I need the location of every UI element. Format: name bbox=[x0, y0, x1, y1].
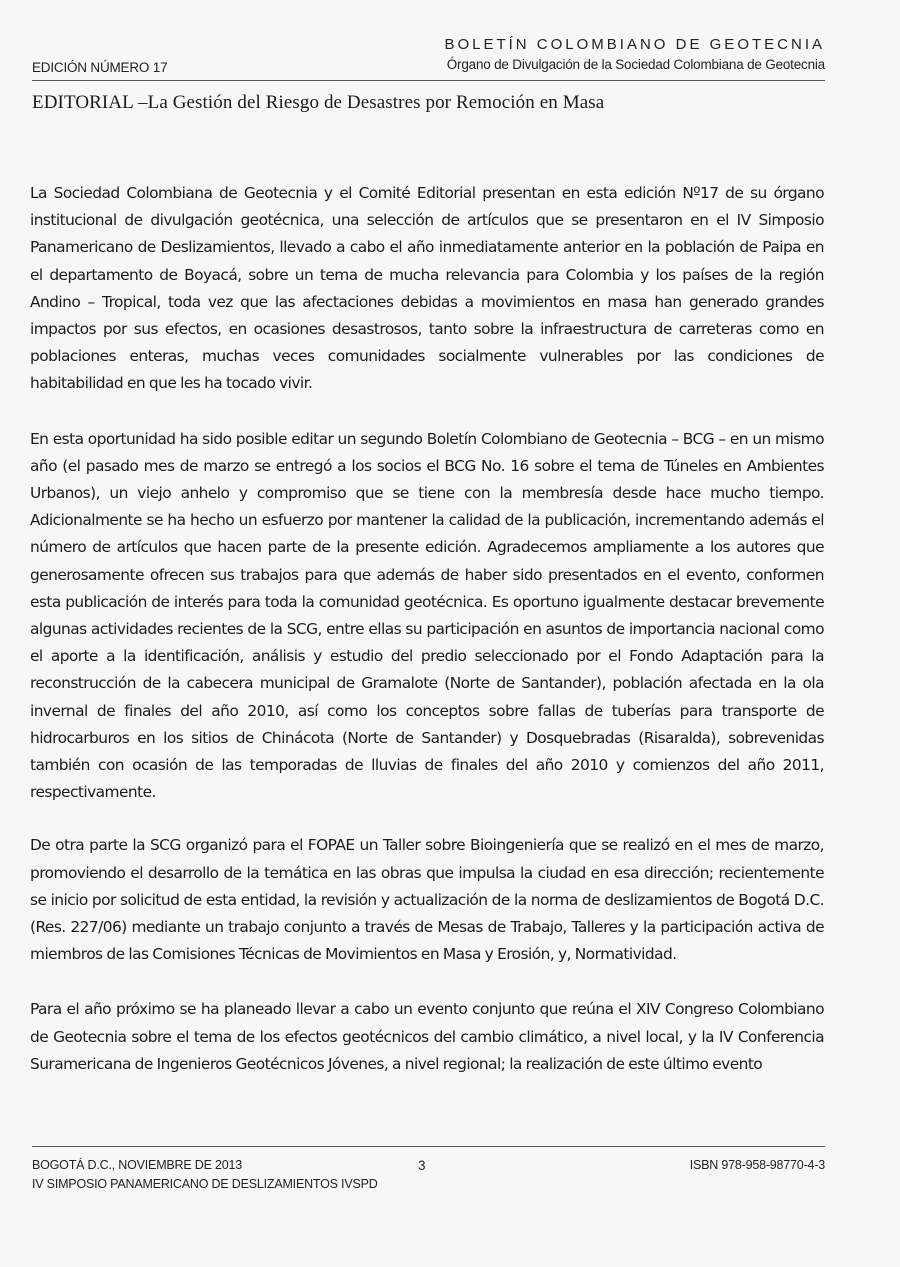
header-divider bbox=[32, 80, 825, 81]
editorial-title: EDITORIAL –La Gestión del Riesgo de Desastres por Remoción en Masa bbox=[32, 92, 605, 113]
footer-event: IV SIMPOSIO PANAMERICANO DE DESLIZAMIENTOS IVSPD bbox=[32, 1177, 378, 1191]
paragraph-1: La Sociedad Colombiana de Geotecnia y el Comité Editorial presentan en esta edición Nº17 de su órgano institucional de divulgación geotécnica, una selección de artículos que se presentaron en el IV Simposio Panamericano de Deslizamientos, llevado a cabo el año inmediatamente anterior en la población de Paipa en el departamento de Boyacá, sobre un tema de mucha relevancia para Colombia y los países de la región Andino – Tropical, toda vez que las afectaciones debidas a movimientos en masa han generado grandes impactos por sus efectos, en ocasiones desastrosos, tanto sobre la infraestructura de carreteras como en poblaciones enteras, muchas veces comunidades socialmente vulnerables por las condiciones de habitabilidad en que les ha tocado vivir. bbox=[30, 184, 824, 393]
paragraph-4: Para el año próximo se ha planeado llevar a cabo un evento conjunto que reúna el XIV Congreso Colombiano de Geotecnia sobre el tema de los efectos geotécnicos del cambio climático, a nivel local, y la IV Conferencia Suramericana de Ingenieros Geotécnicos Jóvenes, a nivel regional; la realización de este último evento bbox=[30, 1000, 824, 1073]
journal-name: BOLETÍN COLOMBIANO DE GEOTECNIA bbox=[444, 36, 825, 53]
journal-subtitle: Órgano de Divulgación de la Sociedad Colombiana de Geotecnia bbox=[446, 57, 825, 72]
paragraph-2: En esta oportunidad ha sido posible editar un segundo Boletín Colombiano de Geotecnia – BCG – en un mismo año (el pasado mes de marzo se entregó a los socios el BCG No. 16 sobre el tema de Túneles en Ambientes Urbanos), un viejo anhelo y compromiso que se tiene con la membresía desde hace mucho tiempo. Adicionalmente se ha hecho un esfuerzo por mantener la calidad de la publicación, incrementando además el número de artículos que hacen parte de la presente edición. Agradecemos ampliamente a los autores que generosamente ofrecen sus trabajos para que además de haber sido presentados en el evento, conformen esta publicación de interés para toda la comunidad geotécnica. Es oportuno igualmente destacar brevemente algunas actividades recientes de la SCG, entre ellas su participación en asuntos de importancia nacional como el aporte a la identificación, análisis y estudio del predio seleccionado por el Fondo Adaptación para la reconstrucción de la cabecera municipal de Gramalote (Norte de Santander), población afectada en la ola invernal de finales del año 2010, así como los conceptos sobre fallas de tuberías para transporte de hidrocarburos en los sitios de Chinácota (Norte de Santander) y Dosquebradas (Risaralda), sobrevenidas también con ocasión de las temporadas de lluvias de finales del año 2010 y comienzos del año 2011, respectivamente. bbox=[30, 429, 824, 802]
edition-number: EDICIÓN NÚMERO 17 bbox=[32, 60, 168, 75]
editorial-body bbox=[30, 180, 824, 1106]
footer-left bbox=[32, 1156, 378, 1194]
page-number: 3 bbox=[418, 1158, 426, 1173]
footer-place-date: BOGOTÁ D.C., NOVIEMBRE DE 2013 bbox=[32, 1158, 243, 1172]
header-right bbox=[444, 36, 825, 72]
footer-divider bbox=[32, 1146, 825, 1147]
footer-isbn: ISBN 978-958-98770-4-3 bbox=[689, 1158, 825, 1172]
paragraph-3: De otra parte la SCG organizó para el FOPAE un Taller sobre Bioingeniería que se realizó en el mes de marzo, promoviendo el desarrollo de la temática en las obras que impulsa la ciudad en esa dirección; recientemente se inicio por solicitud de esta entidad, la revisión y actualización de la norma de deslizamientos de Bogotá D.C. (Res. 227/06) mediante un trabajo conjunto a través de Mesas de Trabajo, Talleres y la participación activa de miembros de las Comisiones Técnicas de Movimientos en Masa y Erosión, y, Normatividad. bbox=[30, 836, 824, 964]
